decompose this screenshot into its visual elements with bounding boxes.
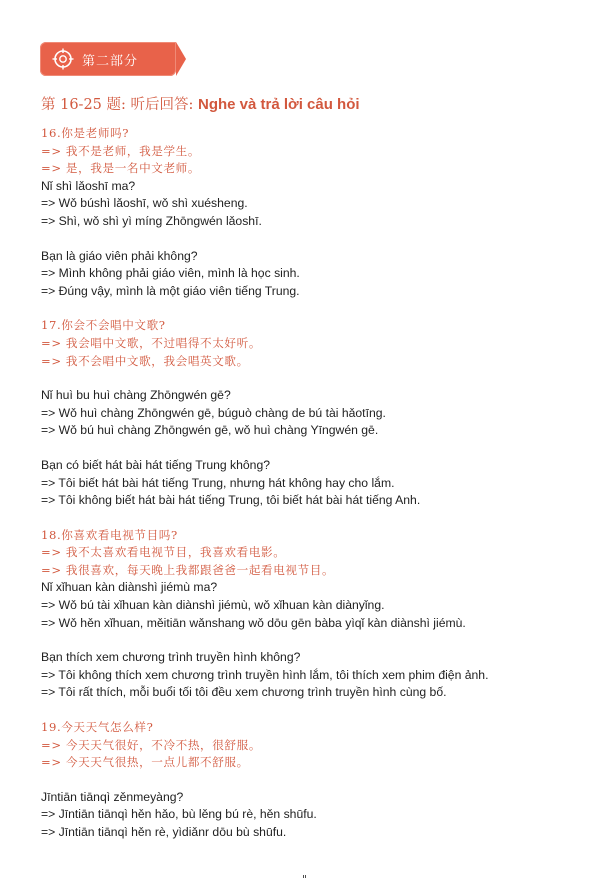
page-number: " [302,873,308,886]
text-line: => Wǒ búshì lǎoshī, wǒ shì xuésheng. [41,196,248,211]
text-line: => Wǒ bú huì chàng Zhōngwén gē, wǒ huì chàng Yīngwén gē. [41,423,379,438]
chinese-line: => 我不太喜欢看电视节目，我喜欢看电影。 [41,545,286,560]
chinese-line: => 我不会唱中文歌，我会唱英文歌。 [41,353,249,368]
paragraph-gap [41,702,581,719]
text-line: => Tôi không biết hát bài hát tiếng Trung, tôi biết hát bài hát tiếng Anh. [41,493,421,508]
chinese-line: => 我很喜欢，每天晚上我都跟爸爸一起看电视节目。 [41,562,335,577]
paragraph-gap [41,510,581,527]
text-line: => Jīntiān tiānqì hěn rè, yìdiǎnr dōu bù shūfu. [41,825,287,839]
chinese-line: 16.你是老师吗? [41,126,130,140]
paragraph-gap [41,440,581,457]
chinese-line: => 我会唱中文歌，不过唱得不太好听。 [41,335,262,350]
text-line: Jīntiān tiānqì zěnmeyàng? [41,789,184,804]
chinese-line: 18.你喜欢看电视节目吗? [41,527,178,542]
section-badge [40,42,176,76]
text-line: => Tôi không thích xem chương trình truyền hình lắm, tôi thích xem phim điện ảnh. [41,667,489,682]
chinese-line: 17.你会不会唱中文歌? [41,318,166,333]
qa-content [41,125,581,842]
text-line: => Jīntiān tiānqì hěn hǎo, bù lěng bú rè, hěn shūfu. [41,807,317,822]
paragraph-gap [41,370,581,387]
target-icon [52,48,74,70]
paragraph-gap [41,772,581,789]
text-line: Nǐ shì lǎoshī ma? [41,178,136,193]
chinese-line: 19.今天天气怎么样? [41,720,154,735]
section-badge-label: 第二部分 [82,54,139,69]
text-line: Bạn là giáo viên phải không? [41,248,198,263]
paragraph-gap [41,300,581,317]
paragraph-gap [41,632,581,649]
text-line: => Đúng vậy, mình là một giáo viên tiếng Trung. [41,283,300,298]
text-line: => Wǒ huì chàng Zhōngwén gē, búguò chàng de bú tài hǎotīng. [41,405,386,420]
text-line: => Shì, wǒ shì yì míng Zhōngwén lǎoshī. [41,213,262,228]
chinese-line: => 今天天气很好，不冷不热，很舒服。 [41,737,262,752]
text-line: => Wǒ bú tài xǐhuan kàn diànshì jiémù, wǒ xǐhuan kàn diànyǐng. [41,598,385,613]
exercise-heading [41,93,360,114]
chinese-line: => 我不是老师，我是学生。 [41,143,201,158]
text-line: => Wǒ hěn xǐhuan, měitiān wǎnshang wǒ dōu gēn bàba yìqǐ kàn diànshì jiémù. [41,615,466,630]
chinese-line: => 是，我是一名中文老师。 [41,161,201,176]
paragraph-gap [41,231,581,248]
heading-vietnamese: Nghe và trả lời câu hỏi [198,96,360,113]
text-line: Nǐ xǐhuan kàn diànshì jiémù ma? [41,580,218,595]
text-line: Bạn có biết hát bài hát tiếng Trung không? [41,457,271,472]
chinese-line: => 今天天气很热，一点儿都不舒服。 [41,755,249,770]
text-line: => Mình không phải giáo viên, mình là học sinh. [41,266,300,281]
text-line: Nǐ huì bu huì chàng Zhōngwén gē? [41,388,231,403]
text-line: => Tôi biết hát bài hát tiếng Trung, nhưng hát không hay cho lắm. [41,475,395,490]
text-line: => Tôi rất thích, mỗi buổi tối tôi đều xem chương trình truyền hình cùng bố. [41,685,447,700]
heading-chinese: 第 16-25 题: 听后回答: [41,97,199,113]
text-line: Bạn thích xem chương trình truyền hình không? [41,650,301,665]
